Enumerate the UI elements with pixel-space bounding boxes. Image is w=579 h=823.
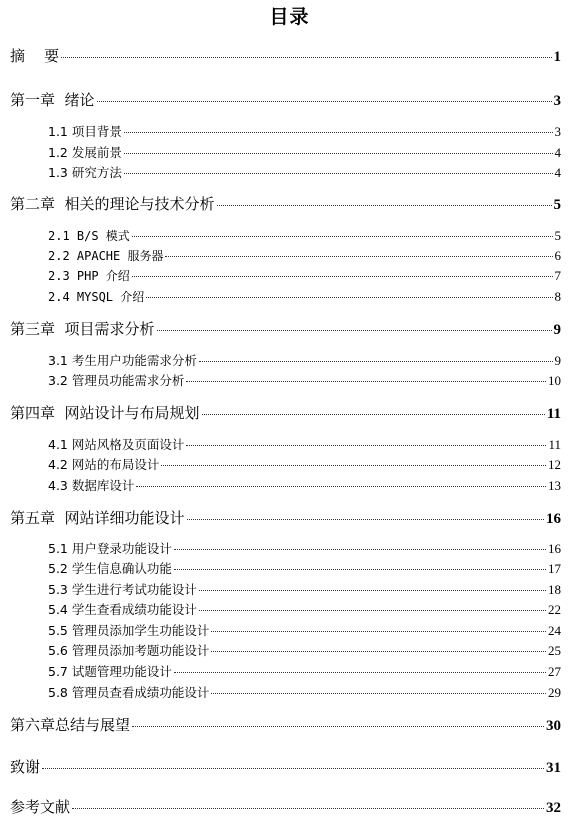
toc-page-number: 13 [548,478,561,493]
toc-entry[interactable] [10,318,561,339]
toc-entry[interactable] [10,45,561,66]
toc-page-number: 5 [554,228,561,243]
toc-label: 第二章 相关的理论与技术分析 [10,195,215,213]
toc-label: 第六章总结与展望 [10,716,131,734]
toc-label: 1.1 项目背景 [48,124,122,139]
toc-label: 1.2 发展前景 [48,145,122,160]
toc-leader-dots [211,693,546,694]
toc-label: 2.2 APACHE 服务器 [48,249,164,263]
toc-entry[interactable] [48,662,561,680]
toc-entry[interactable] [10,756,561,777]
toc-page-number: 9 [554,353,561,368]
toc-leader-dots [186,381,546,382]
toc-label: 5.2 学生信息确认功能 [48,561,172,576]
toc-page-number: 22 [548,602,561,617]
toc-page-number: 12 [548,457,561,472]
toc-entry[interactable] [48,247,561,264]
toc-leader-dots [199,610,546,611]
toc-page-number: 4 [554,145,561,160]
toc-page-number: 27 [548,664,561,679]
toc-label: 2.1 B/S 模式 [48,229,130,243]
toc-leader-dots [202,414,545,415]
toc-leader-dots [72,808,544,809]
toc-page-number: 24 [548,623,561,638]
toc-entry[interactable] [48,539,561,557]
toc-page-number: 4 [554,165,561,180]
toc-leader-dots [211,631,546,632]
toc-page-number: 11 [546,406,561,422]
toc-label: 3.2 管理员功能需求分析 [48,373,185,388]
toc-leader-dots [146,297,552,298]
toc-label: 5.4 学生查看成绩功能设计 [48,602,197,617]
toc-entry[interactable] [10,193,561,214]
toc-label: 4.1 网站风格及页面设计 [48,437,185,452]
toc-leader-dots [124,173,553,174]
toc-entry[interactable] [48,351,561,369]
toc-page-number: 1 [553,49,561,65]
toc-entry[interactable] [48,621,561,639]
toc-entry[interactable] [10,796,561,817]
toc-entry[interactable] [10,402,561,423]
toc-entry[interactable] [48,580,561,598]
toc-label: 4.3 数据库设计 [48,478,135,493]
toc-leader-dots [124,132,553,133]
toc-leader-dots [61,57,551,58]
toc-entry[interactable] [10,89,561,110]
toc-entry[interactable] [48,600,561,618]
toc-page-number: 18 [548,582,561,597]
toc-page-number: 7 [554,268,561,283]
toc-page-number: 9 [553,322,561,338]
toc-leader-dots [186,445,546,446]
toc-entry[interactable] [48,371,561,389]
toc-label: 第四章 网站设计与布局规划 [10,404,200,422]
toc-page-number: 30 [546,718,561,734]
toc-label: 参考文献 [10,798,71,816]
toc-entry[interactable] [10,507,561,528]
toc-label: 5.6 管理员添加考题功能设计 [48,643,210,658]
toc-page-number: 17 [548,561,561,576]
toc-leader-dots [174,569,546,570]
toc-leader-dots [157,330,552,331]
toc-entry[interactable] [48,122,561,140]
toc-page-number: 6 [554,248,561,263]
toc-label: 2.3 PHP 介绍 [48,269,130,283]
toc-entry[interactable] [48,227,561,244]
toc-label: 5.1 用户登录功能设计 [48,541,172,556]
toc-leader-dots [199,590,546,591]
toc-leader-dots [42,768,544,769]
toc-page-number: 25 [548,643,561,658]
toc-entry[interactable] [48,288,561,305]
toc-label: 第五章 网站详细功能设计 [10,509,185,527]
toc-entry[interactable] [48,683,561,701]
toc-entry[interactable] [48,641,561,659]
toc-label: 5.8 管理员查看成绩功能设计 [48,685,210,700]
toc-entry[interactable] [48,267,561,284]
toc-entry[interactable] [48,476,561,494]
toc-entry[interactable] [10,714,561,735]
toc-leader-dots [211,651,546,652]
toc-label: 5.7 试题管理功能设计 [48,664,172,679]
toc-leader-dots [199,361,553,362]
toc-page-number: 5 [553,197,561,213]
toc-label: 致谢 [10,758,41,776]
toc-label: 3.1 考生用户功能需求分析 [48,353,197,368]
toc-entry[interactable] [48,143,561,161]
toc-leader-dots [136,486,546,487]
toc-page-number: 29 [548,685,561,700]
toc-page-number: 32 [546,800,561,816]
toc-leader-dots [132,726,544,727]
toc-label: 4.2 网站的布局设计 [48,457,160,472]
toc-label: 第一章 绪论 [10,91,95,109]
toc-leader-dots [165,256,552,257]
toc-page-number: 8 [554,289,561,304]
toc-leader-dots [161,465,546,466]
toc-page-number: 16 [546,511,561,527]
toc-leader-dots [217,205,552,206]
toc-leader-dots [174,672,546,673]
toc-leader-dots [124,153,553,154]
toc-page-number: 3 [554,124,561,139]
toc-entry[interactable] [48,559,561,577]
toc-leader-dots [97,101,552,102]
toc-leader-dots [187,519,544,520]
toc-page-number: 3 [553,93,561,109]
toc-leader-dots [132,236,553,237]
toc-leader-dots [132,276,553,277]
toc-label: 1.3 研究方法 [48,165,122,180]
toc-entry[interactable] [48,435,561,453]
toc-page-number: 11 [548,437,561,452]
toc-page-number: 16 [548,541,561,556]
toc-page-number: 10 [548,373,561,388]
toc-page-number: 31 [546,760,561,776]
page-title: 目录 [269,6,310,28]
toc-label: 摘 要 [10,47,60,65]
toc-leader-dots [174,549,546,550]
toc-label: 2.4 MYSQL 介绍 [48,290,145,304]
toc-label: 第三章 项目需求分析 [10,320,155,338]
toc-label: 5.3 学生进行考试功能设计 [48,582,197,597]
toc-entry[interactable] [48,455,561,473]
toc-label: 5.5 管理员添加学生功能设计 [48,623,210,638]
toc-entry[interactable] [48,163,561,181]
